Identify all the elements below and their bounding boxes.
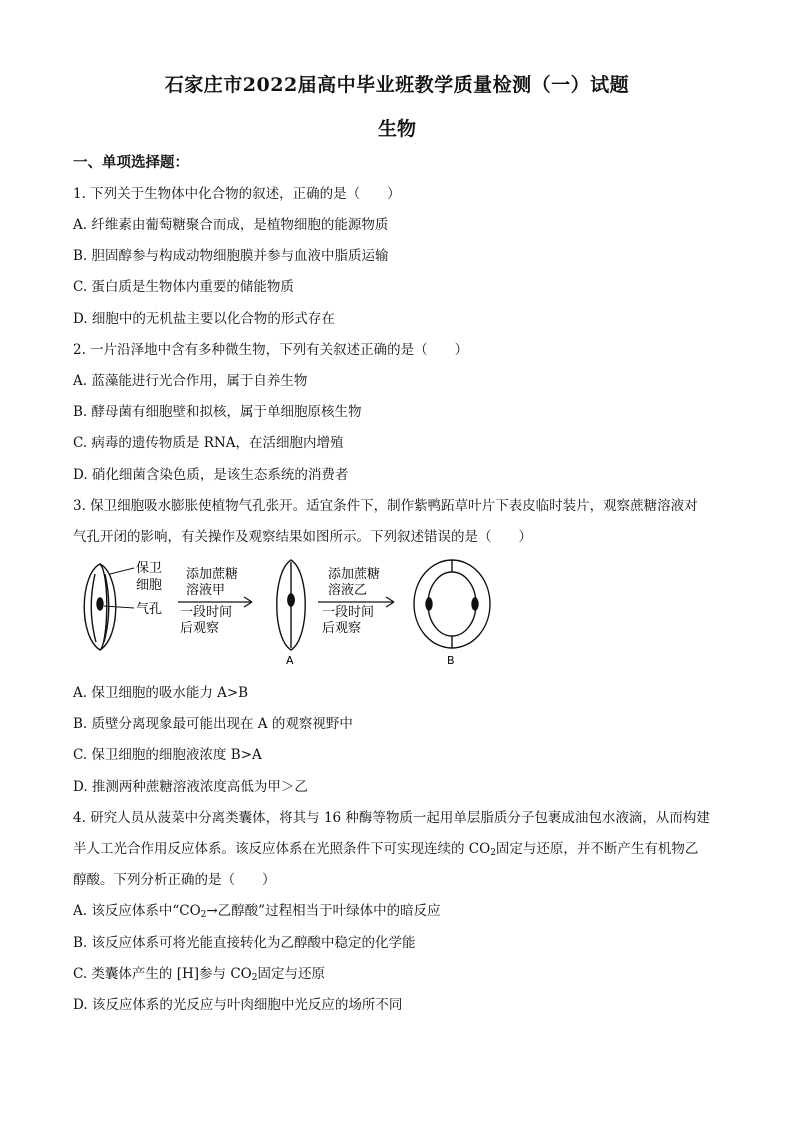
question-3-option-d: D. 推测两种蔗糖溶液浓度高低为甲＞乙 [73, 779, 308, 795]
stoma-a [277, 560, 306, 650]
question-1-option-c: C. 蛋白质是生物体内重要的储能物质 [73, 279, 294, 295]
question-2-option-b: B. 酵母菌有细胞壁和拟核，属于单细胞原核生物 [73, 404, 362, 420]
stoma-initial [84, 564, 116, 650]
question-3-option-a: A. 保卫细胞的吸水能力 A>B [73, 685, 249, 701]
question-4-option-a: A. 该反应体系中“$CO_2\to$乙醇酸”过程相当于叶绿体中的暗反应 [73, 903, 441, 920]
stomata-figure [68, 556, 498, 668]
label-b: B [447, 654, 455, 667]
question-4-option-c: C. 类囊体产生的 [H]参与 $CO_2$固定与还原 [73, 966, 325, 983]
question-4-stem-line-2: 半人工光合作用反应体系。该反应体系在光照条件下可实现连续的 $CO_2$固定与还原，并不断产生有机物乙 [73, 841, 699, 858]
question-1-option-b: B. 胆固醇参与构成动物细胞膜并参与血液中脂质运输 [73, 248, 389, 264]
question-1-option-d: D. 细胞中的无机盐主要以化合物的形式存在 [73, 311, 335, 327]
exam-title: 石家庄市2022届高中毕业班教学质量检测（一）试题 [164, 74, 630, 96]
step1-text-3: 一段时间 [180, 605, 233, 620]
step1-text-2: 溶液甲 [186, 583, 226, 598]
question-3-option-b: B. 质壁分离现象最可能出现在 A 的观察视野中 [73, 716, 353, 732]
question-2-stem: 2. 一片沿泽地中含有多种微生物，下列有关叙述正确的是（ ） [73, 342, 469, 358]
label-guard-cell-2: 细胞 [136, 578, 163, 593]
question-2-option-d: D. 硝化细菌含染色质，是该生态系统的消费者 [73, 467, 349, 483]
question-4-stem-line-3: 醇酸。下列分析正确的是（ ） [73, 872, 276, 888]
stoma-b [414, 560, 490, 648]
step2-text-4: 后观察 [322, 621, 362, 636]
step2-text-1: 添加蔗糖 [328, 567, 381, 582]
label-guard-cell-1: 保卫 [136, 561, 163, 576]
question-4-option-b: B. 该反应体系可将光能直接转化为乙醇酸中稳定的化学能 [73, 935, 416, 951]
label-pore: 气孔 [136, 602, 163, 617]
label-a: A [286, 654, 294, 667]
section-heading: 一、单项选择题： [73, 154, 189, 171]
question-4-stem-line-1: 4. 研究人员从菠菜中分离类囊体，将其与 16 种酶等物质一起用单层脂质分子包裹成油包水液滴，从而构建 [73, 810, 710, 826]
subject-title: 生物 [377, 118, 416, 140]
step1-text-4: 后观察 [180, 621, 220, 636]
step1-text-1: 添加蔗糖 [186, 567, 239, 582]
question-3-stem-line-2: 气孔开闭的影响，有关操作及观察结果如图所示。下列叙述错误的是（ ） [73, 529, 532, 545]
question-2-option-a: A. 蓝藻能进行光合作用，属于自养生物 [73, 373, 308, 389]
question-3-option-c: C. 保卫细胞的细胞液浓度 B>A [73, 747, 262, 763]
question-1-stem: 1. 下列关于生物体中化合物的叙述，正确的是（ ） [73, 186, 401, 202]
step2-text-2: 溶液乙 [328, 583, 368, 598]
question-3-stem-line-1: 3. 保卫细胞吸水膨胀使植物气孔张开。适宜条件下，制作紫鸭跖草叶片下表皮临时装片，观察蔗糖溶液对 [73, 498, 698, 514]
question-2-option-c: C. 病毒的遗传物质是 RNA，在活细胞内增殖 [73, 435, 344, 451]
question-4-option-d: D. 该反应体系的光反应与叶肉细胞中光反应的场所不同 [73, 997, 403, 1013]
step2-text-3: 一段时间 [322, 605, 375, 620]
question-1-option-a: A. 纤维素由葡萄糖聚合而成，是植物细胞的能源物质 [73, 217, 389, 233]
